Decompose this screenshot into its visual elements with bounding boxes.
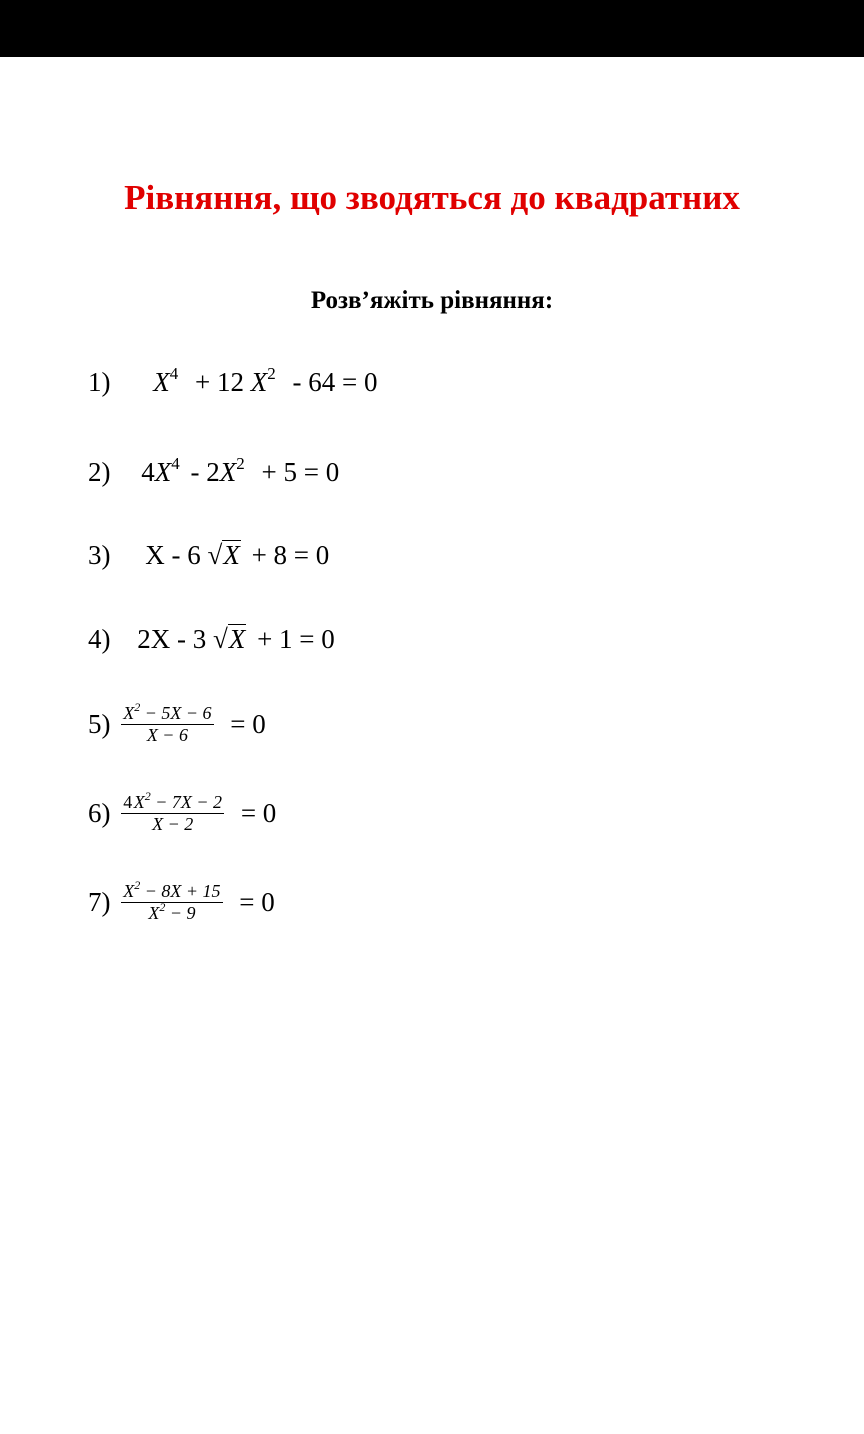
exponent: 2 — [144, 789, 151, 803]
square-root — [213, 624, 246, 655]
denominator: X − 6 — [146, 724, 188, 745]
equation-2 — [88, 454, 340, 488]
equation-5 — [88, 700, 266, 747]
variable: X — [154, 457, 172, 487]
denominator — [121, 899, 222, 923]
term: - 2 — [190, 457, 220, 487]
equation-1 — [88, 364, 378, 398]
page-subtitle: Розв’яжіть рівняння: — [310, 287, 554, 314]
exponent: 2 — [236, 454, 245, 473]
fraction — [121, 878, 222, 923]
term: + 5 = 0 — [261, 457, 340, 487]
variable: X — [123, 703, 135, 723]
equation-4 — [88, 624, 335, 655]
radicand: X — [223, 540, 240, 570]
equation-6 — [88, 789, 277, 836]
equation-number: 7) — [88, 886, 111, 917]
term: − 5X − 6 — [144, 703, 212, 723]
fraction — [121, 700, 213, 745]
right-hand-side: = 0 — [239, 886, 275, 917]
equation-number: 5) — [88, 708, 111, 739]
term: − 9 — [169, 902, 196, 923]
right-hand-side: = 0 — [240, 797, 277, 828]
term: + 12 — [195, 367, 244, 397]
sqrt-sign: √ — [213, 624, 228, 654]
term: − 7X − 2 — [155, 792, 223, 812]
numerator — [121, 878, 222, 903]
square-root — [208, 540, 241, 571]
term: 2X - 3 — [137, 624, 207, 654]
page-title: Рівняння, що зводяться до квадратних — [124, 178, 740, 217]
denominator: X − 2 — [152, 813, 194, 834]
term: + 8 = 0 — [251, 540, 330, 570]
sqrt-sign: √ — [207, 540, 223, 570]
equation-7 — [88, 878, 275, 925]
fraction — [121, 789, 224, 834]
variable: X — [219, 457, 237, 487]
variable: X — [250, 367, 268, 397]
exponent: 2 — [267, 364, 276, 383]
equation-3 — [88, 540, 329, 571]
exponent: 4 — [171, 454, 180, 473]
coefficient: 4 — [141, 457, 155, 487]
exponent: 2 — [134, 878, 141, 892]
equation-number: 4) — [88, 624, 111, 654]
variable: X — [153, 367, 170, 397]
equation-number: 3) — [88, 540, 111, 570]
variable: X — [148, 902, 160, 923]
equation-number: 1) — [88, 367, 111, 397]
term: − 8X + 15 — [144, 881, 221, 901]
term: + 1 = 0 — [257, 624, 335, 654]
exponent: 4 — [169, 364, 179, 383]
right-hand-side: = 0 — [230, 708, 266, 739]
numerator — [121, 789, 224, 814]
term: X - 6 — [145, 540, 201, 570]
equation-number: 6) — [88, 797, 111, 828]
exponent: 2 — [134, 700, 141, 714]
equation-number: 2) — [88, 457, 111, 487]
radicand: X — [228, 624, 246, 654]
exponent: 2 — [159, 899, 166, 914]
top-black-bar — [0, 0, 864, 57]
term: - 64 = 0 — [292, 367, 378, 397]
variable: X — [123, 881, 135, 901]
variable: X — [133, 792, 145, 812]
coefficient: 4 — [123, 792, 133, 812]
numerator — [121, 700, 213, 725]
